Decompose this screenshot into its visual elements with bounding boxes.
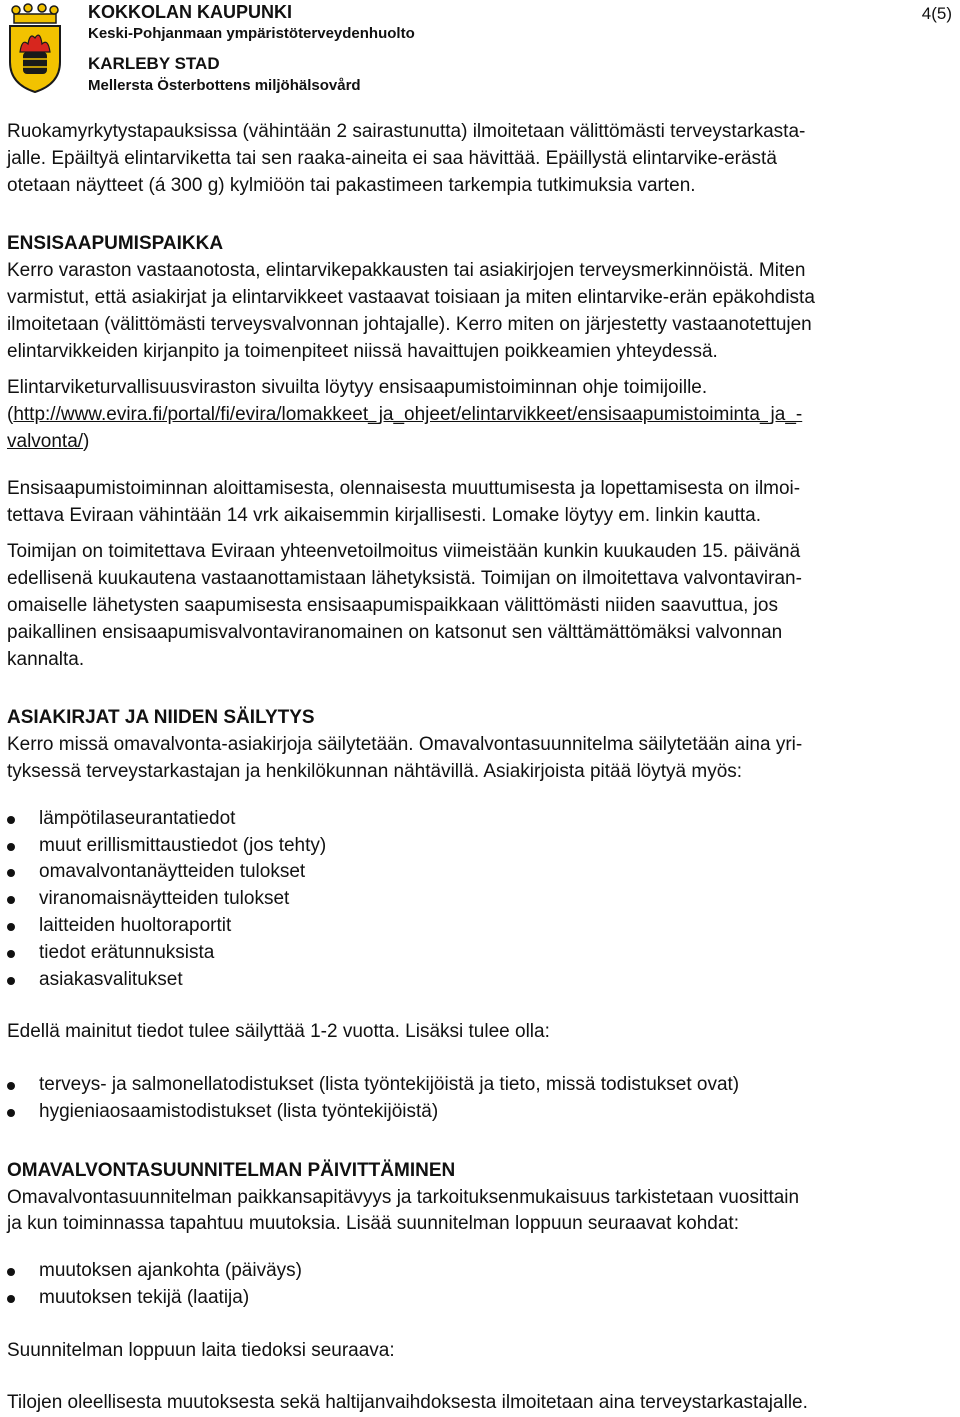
bullet-icon — [7, 816, 15, 824]
section-heading-ensisaapumispaikka: ENSISAAPUMISPAIKKA — [7, 233, 224, 255]
list-item: viranomaisnäytteiden tulokset — [7, 886, 953, 913]
text-line: tettava Eviraan vähintään 14 vrk aikaisemmin kirjallisesti. Lomake löytyy em. linkin kautta. — [7, 504, 761, 526]
bullet-icon — [7, 869, 15, 877]
list-item: omavalvontanäytteiden tulokset — [7, 859, 953, 886]
change-list — [7, 1258, 953, 1312]
text-line: paikallinen ensisaapumisvalvontaviranomainen on katsonut sen välttämättömäksi valvonnan — [7, 621, 783, 643]
text-line: Toimijan on toimitettava Eviraan yhteenvetoilmoitus viimeistään kunkin kuukauden 15. päivänä — [7, 541, 801, 563]
text-line: Elintarviketurvallisuusviraston sivuilta löytyy ensisaapumistoiminnan ohje toimijoille. — [7, 377, 708, 399]
text-line: Omavalvontasuunnitelman paikkansapitävyys ja tarkoituksenmukaisuus tarkistetaan vuosittain — [7, 1186, 800, 1208]
city-crest-icon — [6, 2, 64, 94]
text-line: ja kun toiminnassa tapahtuu muutoksia. Lisää suunnitelman loppuun seuraavat kohdat: — [7, 1213, 739, 1235]
paragraph-with-link — [7, 375, 953, 455]
bullet-icon — [7, 843, 15, 851]
evira-link-continued[interactable]: valvonta/ — [7, 430, 84, 452]
evira-link[interactable]: http://www.evira.fi/portal/fi/evira/lomakkeet_ja_ohjeet/elintarvikkeet/ensisaapumistoiminta_ja_- — [13, 404, 803, 426]
bullet-icon — [7, 950, 15, 958]
text-line: Kerro missä omavalvonta-asiakirjoja säilytetään. Omavalvontasuunnitelma säilytetään aina yri- — [7, 734, 803, 756]
bullet-icon — [7, 1268, 15, 1276]
text-line: Ensisaapumistoiminnan aloittamisesta, olennaisesta muuttumisesta ja lopettamisesta on ilmoi- — [7, 477, 801, 499]
paragraph: Edellä mainitut tiedot tulee säilyttää 1-2 vuotta. Lisäksi tulee olla: — [7, 1021, 550, 1043]
paragraph: Tilojen oleellisesta muutoksesta sekä haltijanvaihdoksesta ilmoitetaan aina terveystarkastajalle. — [7, 1392, 808, 1414]
text-line: jalle. Epäiltyä elintarviketta tai sen raaka-aineita ei saa hävittää. Epäillystä elintarvike-erästä — [7, 147, 777, 169]
paren-close: ) — [83, 430, 90, 452]
department-name-sv: Mellersta Österbottens miljöhälsovård — [88, 77, 361, 94]
text-line: kannalta. — [7, 648, 85, 670]
city-name-sv: KARLEBY STAD — [88, 54, 220, 73]
text-line: omaiselle lähetysten saapumisesta ensisaapumispaikkaan välittömästi niiden saavuttua, jos — [7, 594, 778, 616]
paren-open: ( — [7, 404, 14, 426]
text-line: otetaan näytteet (á 300 g) kylmiöön tai pakastimeen tarkempia tutkimuksia varten. — [7, 174, 696, 196]
paragraph — [7, 258, 953, 365]
text-line: tyksessä terveystarkastajan ja henkilökunnan nähtävillä. Asiakirjoista pitää löytyä myös: — [7, 760, 743, 782]
bullet-icon — [7, 923, 15, 931]
paragraph — [7, 476, 953, 530]
bullet-icon — [7, 1082, 15, 1090]
list-item: lämpötilaseurantatiedot — [7, 806, 953, 833]
text-line: varmistut, että asiakirjat ja elintarvikkeet vastaavat toisiaan ja miten elintarvike-erän epäkohdista — [7, 286, 815, 308]
list-item: laitteiden huoltoraportit — [7, 913, 953, 940]
list-item: terveys- ja salmonellatodistukset (lista työntekijöistä ja tieto, missä todistukset ovat) — [7, 1072, 953, 1099]
document-body — [7, 119, 953, 1417]
section-heading-asiakirjat: ASIAKIRJAT JA NIIDEN SÄILYTYS — [7, 707, 315, 729]
text-line: elintarvikkeiden kirjanpito ja toimenpiteet niissä havaittujen poikkeamien yhteydessä. — [7, 340, 718, 362]
list-item: hygieniaosaamistodistukset (lista työntekijöistä) — [7, 1099, 953, 1126]
letterhead — [0, 0, 960, 100]
department-name-fi: Keski-Pohjanmaan ympäristöterveydenhuolto — [88, 25, 415, 42]
bullet-icon — [7, 977, 15, 985]
text-line: edellisenä kuukautena vastaanottamistaan lähetyksistä. Toimijan on ilmoitettava valvontaviran- — [7, 568, 802, 590]
bullet-icon — [7, 1109, 15, 1117]
paragraph — [7, 732, 953, 786]
document-list — [7, 806, 953, 994]
text-line: Ruokamyrkytystapauksissa (vähintään 2 sairastunutta) ilmoitetaan välittömästi terveystarkasta- — [7, 121, 806, 142]
intro-paragraph — [7, 119, 953, 199]
list-item: muut erillismittaustiedot (jos tehty) — [7, 833, 953, 860]
certificate-list — [7, 1072, 953, 1126]
list-item: tiedot erätunnuksista — [7, 940, 953, 967]
page-number: 4(5) — [921, 4, 952, 23]
text-line: Kerro varaston vastaanotosta, elintarvikepakkausten tai asiakirjojen terveysmerkinnöistä. Miten — [7, 260, 806, 282]
list-item: asiakasvalitukset — [7, 967, 953, 994]
list-item: muutoksen ajankohta (päiväys) — [7, 1258, 953, 1285]
text-line: ilmoitetaan (välittömästi terveysvalvonnan johtajalle). Kerro miten on järjestetty vastaanotettujen — [7, 313, 812, 335]
paragraph — [7, 539, 953, 673]
section-heading-paivittaminen: OMAVALVONTASUUNNITELMAN PÄIVITTÄMINEN — [7, 1159, 456, 1181]
bullet-icon — [7, 1295, 15, 1303]
list-item: muutoksen tekijä (laatija) — [7, 1285, 953, 1312]
bullet-icon — [7, 896, 15, 904]
paragraph: Suunnitelman loppuun laita tiedoksi seuraava: — [7, 1339, 395, 1361]
paragraph — [7, 1185, 953, 1239]
city-name-fi: KOKKOLAN KAUPUNKI — [88, 2, 292, 22]
